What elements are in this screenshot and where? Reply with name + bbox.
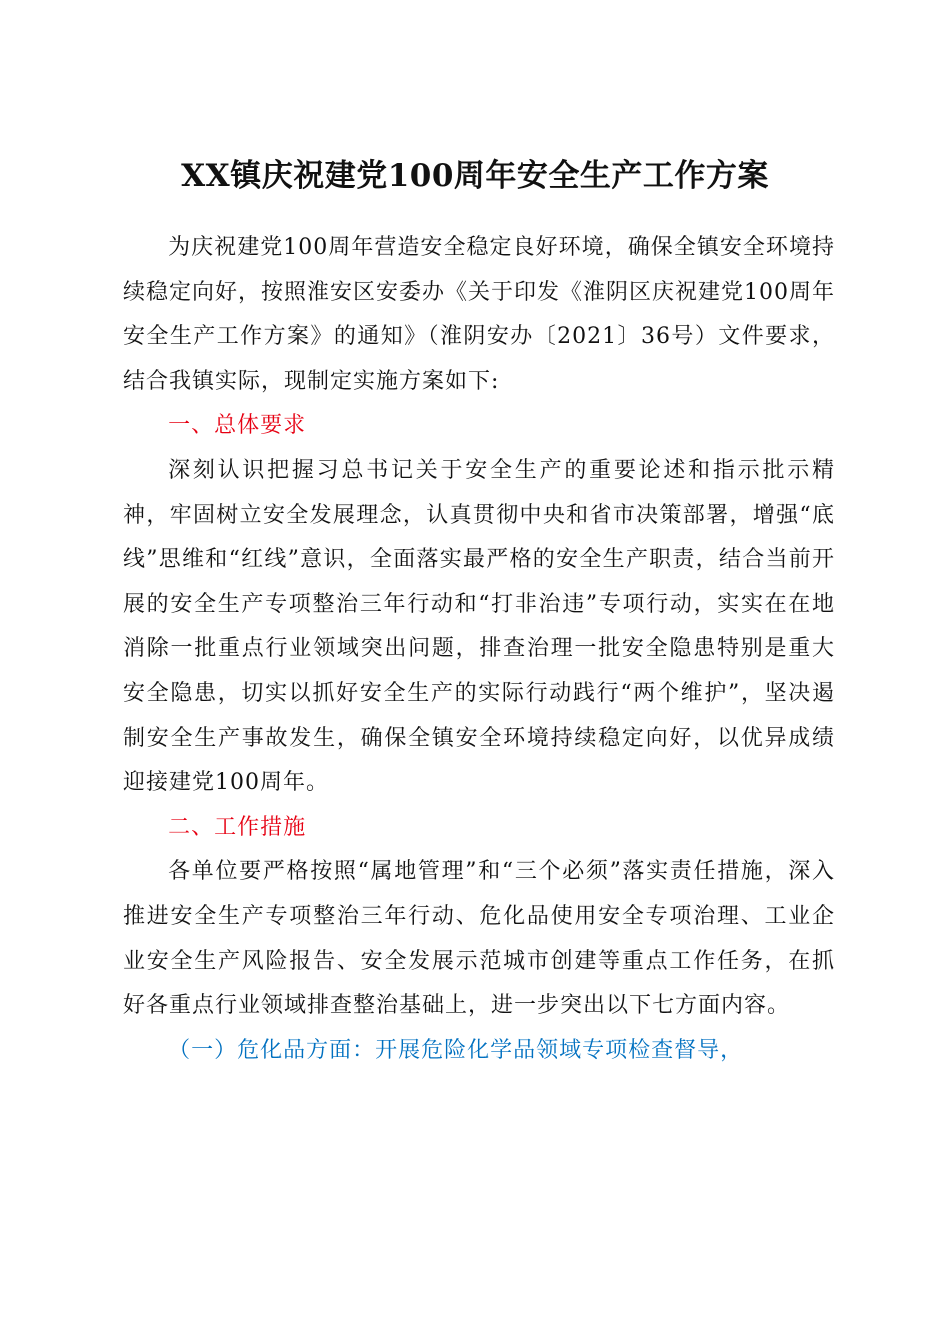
section-heading-overall-requirements: 一、总体要求: [168, 413, 307, 439]
document-title: XX镇庆祝建党100周年安全生产工作方案: [181, 158, 769, 194]
section-heading-work-measures: 二、工作措施: [168, 814, 307, 840]
intro-paragraph: 为庆祝建党100周年营造安全稳定良好环境，确保全镇安全环境持续稳定向好，按照淮安区安委办《关于印发《淮阴区庆祝建党100周年安全生产工作方案》的通知》（淮阴安办〔2021〕36号）文件要求，结合我镇实际，现制定实施方案如下:: [123, 235, 835, 394]
section-paragraph-overall-requirements: 深刻认识把握习总书记关于安全生产的重要论述和指示批示精神，牢固树立安全发展理念，认真贯彻中央和省市决策部署，增强“底线”思维和“红线”意识，全面落实最严格的安全生产职责，结合当前开展的安全生产专项整治三年行动和“打非治违”专项行动，实实在在地消除一批重点行业领域突出问题，排查治理一批安全隐患特别是重大安全隐患，切实以抓好安全生产的实际行动践行“两个维护”，坚决遏制安全生产事故发生，确保全镇安全环境持续稳定向好，以优异成绩迎接建党100周年。: [123, 457, 835, 796]
document-body: [123, 226, 835, 1073]
section-paragraph-work-measures: 各单位要严格按照“属地管理”和“三个必须”落实责任措施，深入推进安全生产专项整治三年行动、危化品使用安全专项治理、工业企业安全生产风险报告、安全发展示范城市创建等重点工作任务，在抓好各重点行业领域排查整治基础上，进一步突出以下七方面内容。: [123, 859, 835, 1019]
subheading-hazardous-chemicals: （一）危化品方面：开展危险化学品领域专项检查督导，: [168, 1037, 744, 1063]
